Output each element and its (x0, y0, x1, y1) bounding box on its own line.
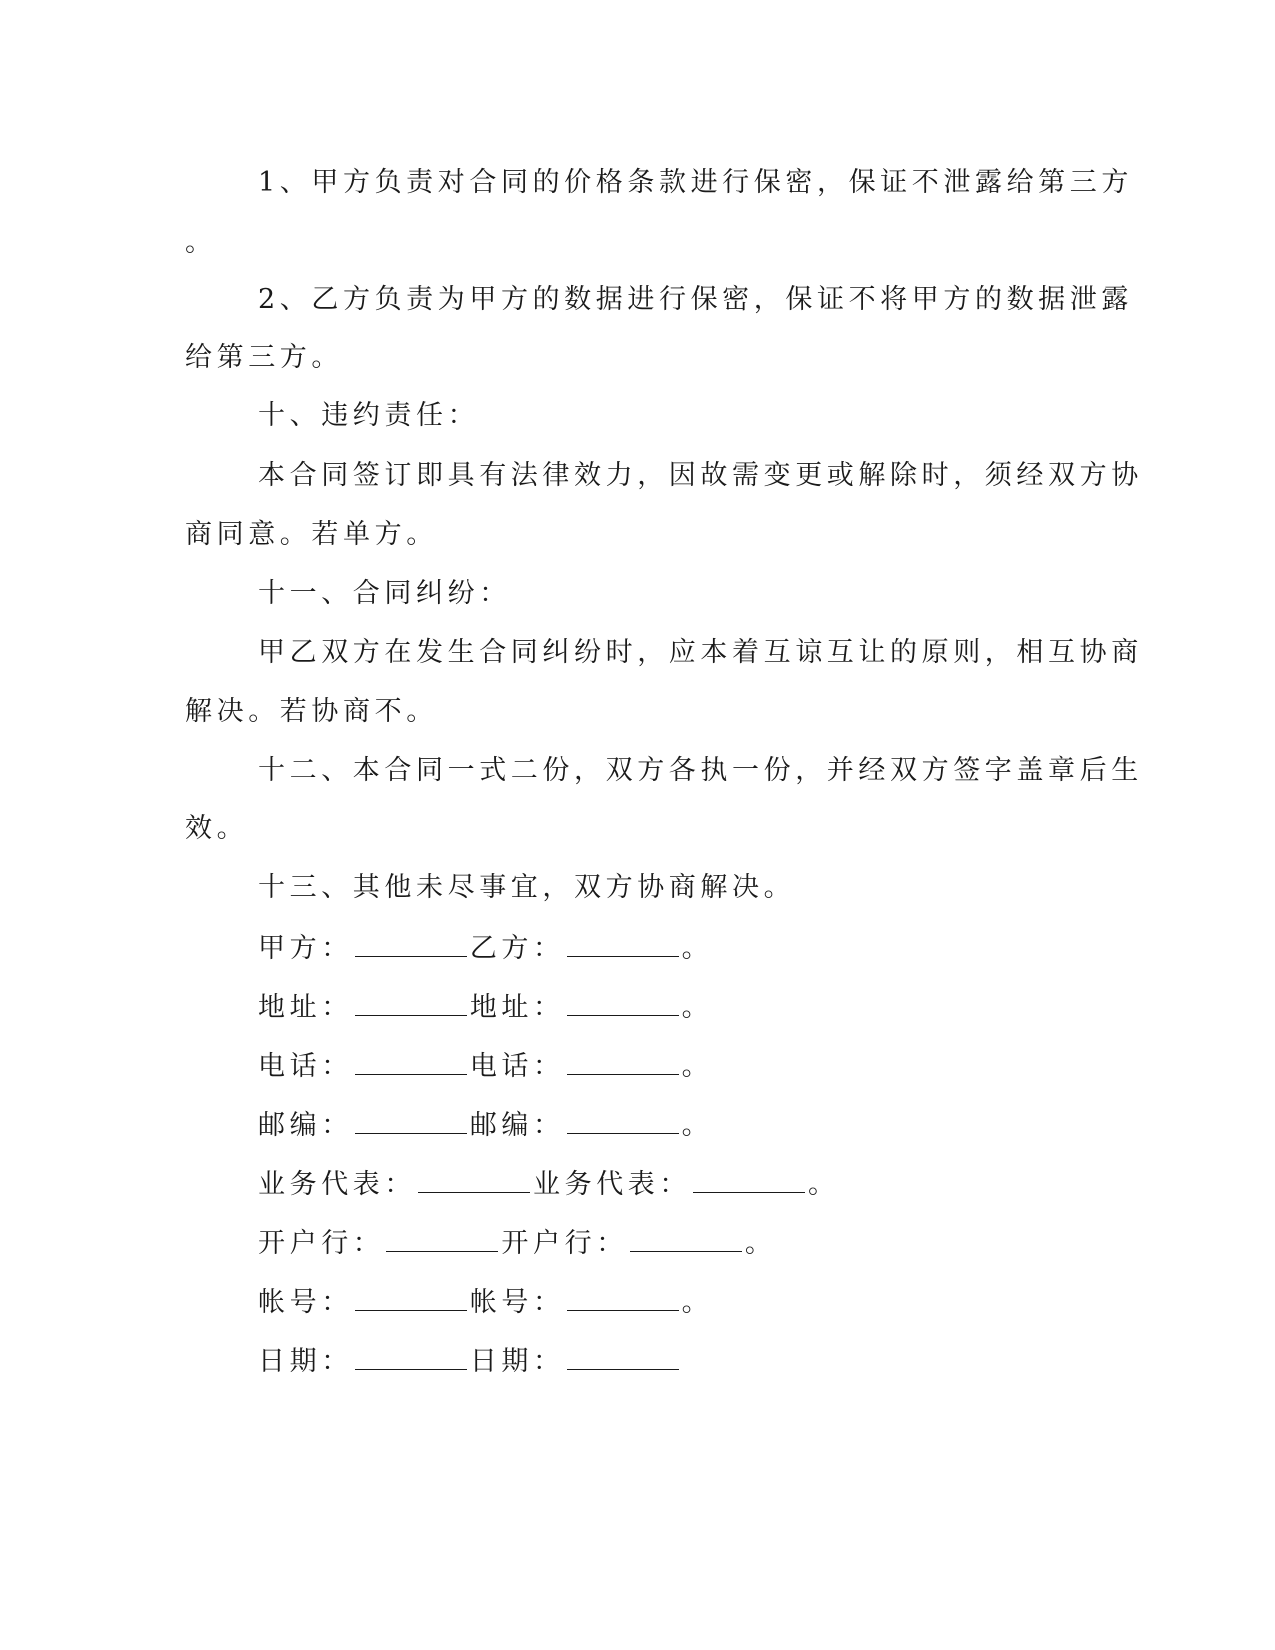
address-label-a: 地址： (258, 992, 353, 1023)
date-row (258, 1343, 682, 1379)
representative-label-b: 业务代表： (533, 1169, 691, 1200)
party-name-row (258, 930, 713, 966)
phone-blank-b[interactable] (567, 1048, 679, 1075)
section-12-line-2: 效。 (185, 813, 249, 844)
representative-label-a: 业务代表： (258, 1169, 416, 1200)
section-11-body-line-2: 解决。若协商不。 (185, 696, 438, 727)
clause-2-line-2: 给第三方。 (185, 342, 343, 373)
party-b-blank[interactable] (567, 930, 679, 957)
account-row (258, 1284, 713, 1320)
phone-label-b: 电话： (469, 1051, 565, 1082)
phone-row (258, 1048, 713, 1084)
section-10-body-line-2: 商同意。若单方。 (185, 519, 438, 550)
address-blank-b[interactable] (567, 989, 679, 1016)
representative-blank-a[interactable] (418, 1166, 530, 1193)
bank-label-a: 开户行： (258, 1228, 385, 1259)
clause-1-line-2: 。 (185, 227, 217, 258)
section-13-line: 十三、其他未尽事宜，双方协商解决。 (258, 872, 796, 903)
party-a-label: 甲方： (258, 933, 353, 964)
row-end: 。 (681, 992, 714, 1023)
row-end: 。 (681, 1287, 714, 1318)
bank-blank-a[interactable] (386, 1225, 498, 1252)
section-11-heading: 十一、合同纠纷： (258, 578, 511, 609)
postcode-blank-a[interactable] (355, 1107, 467, 1134)
account-label-b: 帐号： (469, 1287, 565, 1318)
address-row (258, 989, 713, 1025)
party-b-label: 乙方： (469, 933, 565, 964)
bank-row (258, 1225, 776, 1261)
bank-label-b: 开户行： (501, 1228, 628, 1259)
row-end: 。 (681, 1110, 714, 1141)
representative-row (258, 1166, 840, 1202)
postcode-row (258, 1107, 713, 1143)
clause-1-line-1: 1、甲方负责对合同的价格条款进行保密，保证不泄露给第三方 (258, 167, 1133, 198)
row-end: 。 (681, 933, 714, 964)
address-label-b: 地址： (469, 992, 565, 1023)
account-blank-b[interactable] (567, 1284, 679, 1311)
postcode-label-a: 邮编： (258, 1110, 353, 1141)
row-end: 。 (744, 1228, 777, 1259)
representative-blank-b[interactable] (693, 1166, 805, 1193)
date-blank-a[interactable] (355, 1343, 467, 1370)
phone-label-a: 电话： (258, 1051, 353, 1082)
account-blank-a[interactable] (355, 1284, 467, 1311)
phone-blank-a[interactable] (355, 1048, 467, 1075)
section-10-body-line-1: 本合同签订即具有法律效力，因故需变更或解除时，须经双方协 (258, 460, 1143, 491)
account-label-a: 帐号： (258, 1287, 353, 1318)
row-end: 。 (808, 1169, 840, 1200)
section-12-line-1: 十二、本合同一式二份，双方各执一份，并经双方签字盖章后生 (258, 755, 1143, 786)
party-a-blank[interactable] (355, 930, 467, 957)
section-11-body-line-1: 甲乙双方在发生合同纠纷时，应本着互谅互让的原则，相互协商 (258, 637, 1143, 668)
clause-2-line-1: 2、乙方负责为甲方的数据进行保密，保证不将甲方的数据泄露 (258, 284, 1133, 315)
date-label-a: 日期： (258, 1346, 353, 1377)
address-blank-a[interactable] (355, 989, 467, 1016)
bank-blank-b[interactable] (630, 1225, 742, 1252)
row-end: 。 (681, 1051, 714, 1082)
postcode-label-b: 邮编： (469, 1110, 565, 1141)
postcode-blank-b[interactable] (567, 1107, 679, 1134)
section-10-heading: 十、违约责任： (258, 400, 480, 431)
date-label-b: 日期： (469, 1346, 565, 1377)
date-blank-b[interactable] (567, 1343, 679, 1370)
